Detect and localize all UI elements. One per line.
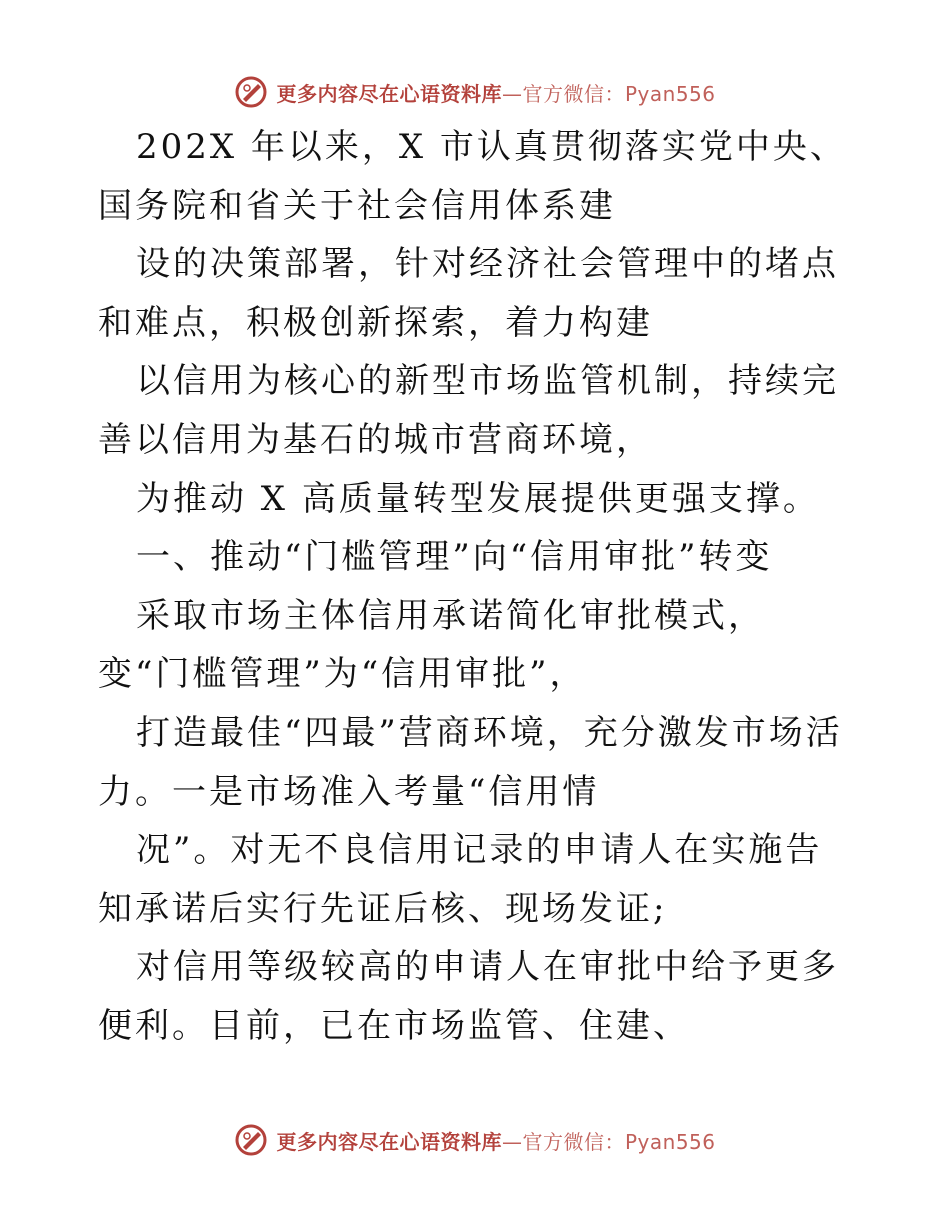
watermark-text [276, 1126, 715, 1155]
header-watermark [0, 72, 950, 112]
paragraph: 为推动 X 高质量转型发展提供更强支撑。 [136, 478, 820, 519]
paragraph: 设的决策部署，针对经济社会管理中的堵点和难点，积极创新探索，着力构建 [98, 244, 839, 343]
watermark-wechat-label: 官方微信： [522, 81, 625, 106]
paragraph: 采取市场主体信用承诺简化审批模式，变“门槛管理”为“信用审批”， [98, 595, 765, 695]
paragraph: 况”。对无不良信用记录的申请人在实施告知承诺后实行先证后核、现场发证; [98, 830, 823, 929]
watermark-wechat-id: Pyan556 [624, 81, 716, 106]
document-body [98, 118, 858, 1056]
brand-logo-icon [234, 75, 268, 109]
watermark-separator: — [501, 81, 523, 106]
watermark-title: 更多内容尽在心语资料库 [276, 81, 502, 106]
paragraph: 202X 年以来，X 市认真贯彻落实党中央、国务院和省关于社会信用体系建 [98, 127, 847, 226]
footer-watermark [0, 1120, 950, 1160]
watermark-title: 更多内容尽在心语资料库 [276, 1129, 502, 1154]
section-heading: 一、推动“门槛管理”向“信用审批”转变 [136, 537, 773, 578]
watermark-separator: — [501, 1129, 523, 1154]
watermark-text [276, 78, 715, 107]
watermark-wechat-id: Pyan556 [624, 1129, 716, 1154]
brand-logo-icon [234, 1123, 268, 1157]
paragraph: 打造最佳“四最”营商环境，充分激发市场活力。一是市场准入考量“信用情 [98, 712, 843, 812]
watermark-wechat-label: 官方微信： [522, 1129, 625, 1154]
paragraph: 以信用为核心的新型市场监管机制，持续完善以信用为基石的城市营商环境， [98, 361, 839, 460]
paragraph: 对信用等级较高的申请人在审批中给予更多便利。目前，已在市场监管、住建、 [98, 947, 839, 1046]
